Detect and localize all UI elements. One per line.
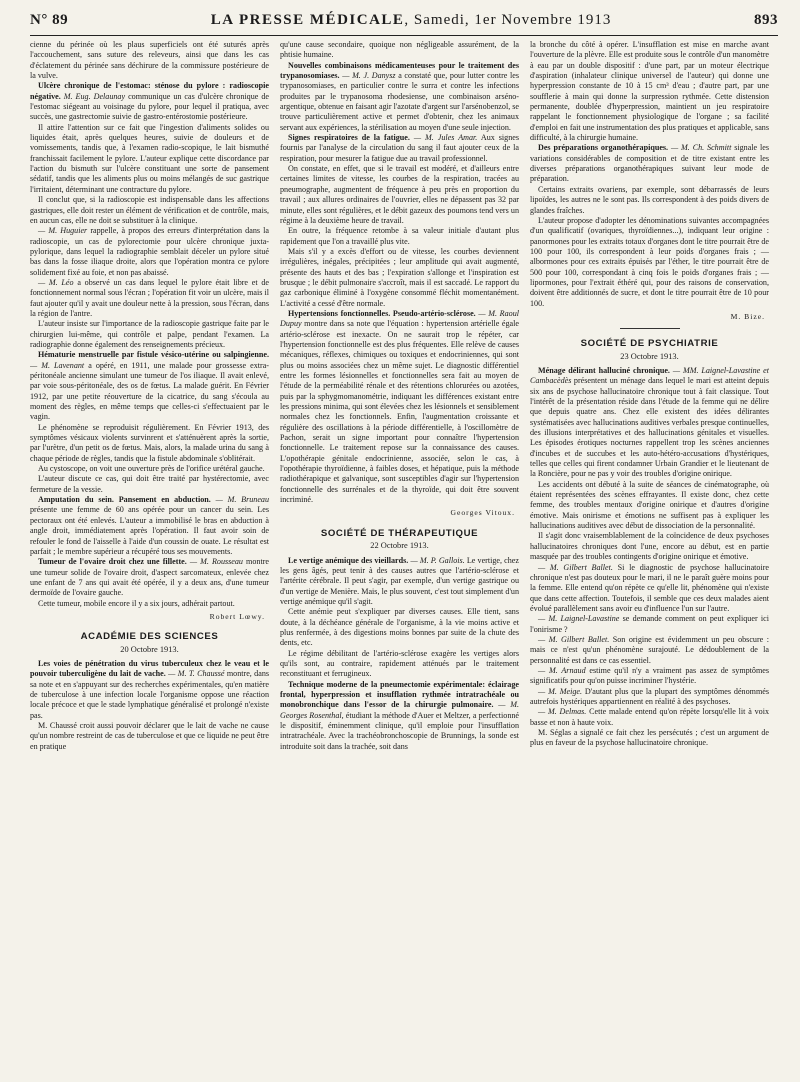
paragraph-text: estime qu'il n'y a vraiment pas assez de symptômes significatifs pour qu'on puisse incriminer l'hystérie. <box>530 665 769 686</box>
article-heading: Hématurie menstruelle par fistule vésico-utérine ou salpingienne. <box>38 350 269 360</box>
paragraph-text: Au cystoscope, on voit une ouverture près de l'orifice urétéral gauche. <box>38 464 265 474</box>
paragraph <box>30 195 269 226</box>
paragraph <box>280 680 519 752</box>
paragraph-text: présentent un ménage dans lequel le mari est atteint depuis six ans de psychose hallucinatoire chronique tout à fait classique. Tout l'intérêt de la présentation réside dans l'étude de la femme qui ne délire que depuis quatre ans. Chez elle existent des idées délirantes systématisées avec hallucinations auditives verbales presque continuelles, des illusions interprétatives et des hallucinations génitales et visuelles. Les épisodes érotiques nocturnes rappellent trop les scènes anciennes d'incubes et de succubes et les auto-hétéro-accusations d'hystériques, telles que celles qui firent condamner Urbain Grandier et le lieutenant de la Roncière, pour ne pas y voir des troubles d'origine onirique. <box>530 376 769 479</box>
paragraph <box>30 557 269 598</box>
paragraph-text: Son origine est évidemment un peu obscure : mais ce n'est qu'un phénomène surajouté. Le dédoublement de la personnalité est dans ce cas essentiel. <box>530 634 769 665</box>
paragraph-text: la bronche du côté à opérer. L'insufflation est mise en marche avant l'ouverture de la plèvre. Elle est produite sous le contrôle d'un manomètre à eau par un double dispositif : d'une part, par un moteur électrique d'aspiration (inhalateur clinique universel de l'auteur) qui donne une hyperpression constante de 10 à 15 cm³ d'eau ; d'autre part, par une soufflerie à main qui donne la surpression rythmée. Cette distension permanente, doublée d'hyperpression, maintient un jeu respiratoire rappelant le fonctionnement physiologique de l'organe ; sa facilité d'emploi en fait une instrumentation des plus pratiques et applicable, sans difficulté, à la chirurgie humaine. <box>530 40 769 143</box>
paragraph-text: montre une tumeur solide de l'ovaire droit, d'aspect sarcomateux, enlevée chez une enfant de 7 ans qui avait été opérée, il y a deux ans, d'une tumeur dermoïde de l'ovaire gauche. <box>30 557 269 598</box>
paragraph-text: a observé un cas dans lequel le pylore était libre et de fonctionnement normal sous l'écran ; l'opération fit voir un ulcère, mais il faut ajouter qu'il y avait une douleur nette à la pression, sous l'écran, dans la région de l'antre. <box>30 277 269 318</box>
column-middle <box>280 40 519 1076</box>
speaker-name: — M. Bruneau <box>215 495 269 505</box>
author-signature: M. Bize. <box>730 311 765 321</box>
paragraph <box>280 133 519 164</box>
paragraph-text: se demande comment on peut expliquer ici l'onirisme ? <box>530 614 769 634</box>
paragraph <box>30 81 269 122</box>
speaker-name: — M. Jules Amar. <box>413 133 478 143</box>
paragraph-text: En outre, la fréquence retombe à sa valeur initiale d'autant plus rapidement que l'on a travaillé plus vite. <box>280 226 519 246</box>
paragraph-text: L'auteur insiste sur l'importance de la radioscopie gastrique faite par le chirurgien lui-même, qui contrôle et palpe, pendant l'examen. La radiographie donne également des renseignements précieux. <box>30 319 269 349</box>
article-heading: Technique moderne de la pneumectomie expérimentale: éclairage frontal, hyperpression et insufflation rythmée intratrachéale ou monobronchique dans l'essor de la chirurgie pulmonaire. <box>280 679 519 710</box>
paragraph <box>530 728 769 749</box>
paragraph-text: On constate, en effet, que si le travail est modéré, et d'ailleurs entre certaines limites de vitesse, les courbes de la respiration, tracées au pneumographe, augmentent de fréquence à peu près en proportion du travail ; aux allures ordinaires de l'ouvrier, elles ne dépassent pas 32 par minute, elles sont régulières, et le débit gazeux des poumons tend vers un régime à la deuxième heure de travail. <box>280 164 519 225</box>
article-heading: Les voies de pénétration du virus tuberculeux chez le veau et le pouvoir tuberculigène du lait de vache. <box>30 658 269 679</box>
paragraph <box>530 143 769 184</box>
paragraph <box>530 666 769 687</box>
article-heading: Des préparations organothérapiques. <box>538 143 669 153</box>
paragraph <box>30 123 269 195</box>
paragraph-text: cienne du périnée où les plaus superficiels ont été suturés après l'accouchement, sans suture des releveurs, ainsi que dans les cas d'éclatement du périnée sans déchirure de la commissure postérieure de la vulve. <box>30 40 269 81</box>
article-heading: Le vertige anémique des vieillards. <box>288 555 409 565</box>
column-right <box>530 40 769 1076</box>
paragraph <box>30 40 269 81</box>
paragraph-text: a opéré, en 1911, une malade pour grossesse extra-péritonéale ancienne simulant une tumeur de l'os iliaque. Il avait enlevé, par voie sous-péritonéale, des os de fœtus. La malade guérit. En Février 1912, par une petite réouverture de la cicatrice, du sang s'écoula au moment des règles, en même temps que celles-ci s'effectuaient par le vagin. <box>30 360 269 422</box>
speaker-name: — M. P. Gallois. <box>410 555 465 565</box>
article-heading: Ulcère chronique de l'estomac: sténose du pylore : radioscopie négative. <box>30 81 269 101</box>
speaker-name: — M. Léo <box>38 277 74 287</box>
paragraph <box>280 164 519 226</box>
paragraph-text: Les accidents ont débuté à la suite de séances de cinématographe, où étaient représentées des scènes effrayantes. Il existe donc, chez cette femme, des troubles mentaux d'origine onirique et d'autres d'origine émotive. Mais onirisme et émotions ne suffisent pas à expliquer les hallucinations auditives avec début de dissociation de la personnalité. <box>530 479 769 531</box>
paragraph <box>30 464 269 474</box>
paragraph-text: communique un cas d'ulcère chronique de l'estomac siégeant au voisinage du pylore, pour lequel il pratiqua, avec succès, une gastrectomie suivie de gastro-entérostomie postérieure. <box>30 91 269 122</box>
paragraph <box>30 474 269 495</box>
paragraph-text: L'auteur discute ce cas, qui doit être traité par hystérectomie, avec fermeture de la vessie. <box>30 474 269 494</box>
paragraph-text: Le vertige, chez les gens âgés, peut tenir à des causes autres que l'artério-sclérose et l'artérite cérébrale. Il peut s'agir, par exemple, d'un vertige gastrique ou d'un vertige de Menière. Mais, le plus souvent, c'est tout simplement d'un vertige anémique qu'il s'agit. <box>280 555 519 606</box>
issue-date: , Samedi, 1er Novembre 1913 <box>404 12 612 28</box>
section-date: 22 Octobre 1913. <box>370 541 429 551</box>
paragraph-text: D'autant plus que la plupart des symptômes dénommés autrefois hystériques appartiennent en réalité à des psychoses. <box>530 686 769 706</box>
paragraph <box>280 61 519 133</box>
paragraph-text: présente une femme de 60 ans opérée pour un cancer du sein. Les pectoraux ont été enlevés. L'auteur a immobilisé le bras en abduction à angle droit, immédiatement après l'opération. Il faut avoir soin de refouler le fond de l'aisselle à l'aide d'un coussin de ouate. Le résultat est parfait ; le membre supérieur a récupéré tous ses mouvements. <box>30 505 269 556</box>
speaker-name: — M. Huguier <box>38 226 88 236</box>
article-heading: Nouvelles combinaisons médicamenteuses pour le traitement des trypanosomiases. <box>280 60 519 81</box>
paragraph-text: Cette tumeur, mobile encore il y a six jours, adhérait partout. <box>38 598 235 608</box>
section-heading: SOCIÉTÉ DE PSYCHIATRIE <box>580 338 719 350</box>
speaker-name: — M. Rousseau <box>189 557 243 567</box>
article-heading: Hypertensions fonctionnelles. Pseudo-artério-sclérose. <box>288 308 476 318</box>
paragraph-text: Cette malade entend qu'on répète lorsqu'elle lit à voix basse et non à haute voix. <box>530 707 769 727</box>
paragraph-text: Il conclut que, si la radioscopie est indispensable dans les affections gastriques, elle doit rester un élément de vérification et de contrôle, mais, en aucun cas, elle ne doit se substituer à la clinique. <box>30 195 269 225</box>
article-heading: Signes respiratoires de la fatigue. <box>288 133 410 143</box>
paragraph-text: qu'une cause secondaire, quoique non négligeable assurément, de la phtisie humaine. <box>280 40 519 60</box>
speaker-name: — M. Arnaud <box>538 665 586 675</box>
column-left <box>30 40 269 1076</box>
paragraph-text: signale les variations considérables de composition et de titre existant entre les diverses préparations organothérapiques suivant leur mode de préparation. <box>530 143 769 184</box>
paragraph <box>280 607 519 648</box>
author-signature: Robert Lœwy. <box>209 611 265 621</box>
text-columns <box>30 40 778 1076</box>
author-signature: Georges Vitoux. <box>450 508 515 518</box>
paragraph-text: Mais s'il y a excès d'effort ou de vitesse, les courbes deviennent irrégulières, inégales, précipitées ; leur amplitude qui avait augmenté, présente des hauts et des bas ; l'expiration s'allonge et l'inspiration est brusque ; le débit pulmonaire s'accroît, mais il est saccadé. Le rapport du gaz carbonique éliminé à l'oxygène consommé fléchit momentanément. L'activité a cessé d'être normale. <box>280 246 519 308</box>
paragraph-text: montre, dans sa note et en s'appuyant sur des recherches expérimentales, qu'en matière de tuberculose à une infection locale l'organisme oppose une réaction locale précoce et que le stade lymphatique généralisé et prolongé n'existe pas. <box>30 669 269 720</box>
paragraph-text: Certains extraits ovariens, par exemple, sont débarrassés de leurs lipoïdes, les autres ne le sont pas. Ils correspondent à des poids divers de glandes fraîches. <box>530 184 769 215</box>
speaker-name: — MM. Laignel-Lavastine et Cambacèdès <box>530 365 769 386</box>
page-number: 893 <box>754 12 778 28</box>
section-date: 23 Octobre 1913. <box>620 351 679 361</box>
paragraph <box>280 309 519 506</box>
paragraph <box>30 226 269 278</box>
paragraph <box>30 495 269 557</box>
paragraph <box>530 216 769 309</box>
article-heading: Tumeur de l'ovaire droit chez une fillette. <box>38 557 187 567</box>
paragraph <box>530 635 769 666</box>
speaker-name: — M. Gilbert Ballet. <box>538 562 613 572</box>
paragraph <box>530 614 769 635</box>
paragraph <box>30 423 269 464</box>
paragraph <box>30 319 269 350</box>
paragraph-text: Aux signes fournis par l'analyse de la circulation du sang il faut ajouter ceux de la respiration, pour mesurer la fatigue due au travail professionnel. <box>280 133 519 163</box>
paragraph-text: Le phénomène se reproduisit régulièrement. En Février 1913, des symptômes vésicaux violents survinrent et s'atténuèrent après la sortie, par l'urètre, d'un petit os de fœtus. Mais, alors, la malade urina du sang à chaque période de règles, tandis que la fistule abdominale s'oblitérait. <box>30 422 269 463</box>
paragraph <box>30 278 269 319</box>
speaker-name: — M. J. Danysz <box>342 71 396 81</box>
paragraph-text: L'auteur propose d'adopter les dénominations suivantes accompagnées d'un qualificatif (ovariques, thyroïdiennes...), indiquant leur origine : panormones pour les extraits totaux d'organes dont le titre pourrait être de 100 pour 100, ils correspondent à leur poids d'organes frais ; — albormones pour ces extraits épuisés par l'éther, le titre pourrait être de 500 pour 100, correspondant à cinq fois le poids d'organes frais ; — lipormones, pour l'extrait éthéré qui, pour des raisons de conservation, doivent être additionnés de sucre, et dont le titre pourrait être de 10 pour 100. <box>530 215 769 308</box>
paragraph <box>530 563 769 615</box>
paragraph-text: montre dans sa note que l'équation : hypertension artérielle égale artério-sclérose est inexacte. On ne saurait trop le répéter, car l'hypertension fonctionnelle est des plus fréquentes. Elle relève de causes mécaniques, réflexes, chimiques ou toxiques et endocriniennes, qui sont plus ou moins associées chez un même sujet. Le diagnostic différentiel entre les formes lésionnelles et fonctionnelles sera fait au moyen de l'étude de la perméabilité rénale et des rétentions chlorurées ou azotées, puis par la sphygmomanométrie, indiquant les différences existant entre les pressions minima, qui sont élevées chez les lésionnels et sensiblement normales chez les fonctionnels. Enfin, l'augmentation croissante et régulière des oscillations à la période différentielle, à l'oscillomètre de Pachon, serait un signe important pour connaître l'hypertension fonctionnelle. Le traitement repose sur la connaissance des causes. L'opothérapie génitale endocrinienne, associée, selon le cas, à l'opothérapie thyroïdienne, à faibles doses, et hépatique, puis la méthode radiothérapique et galvanique, sont susceptibles d'agir sur l'hypertension fonctionnelle des surrénales et de la thyroïde, qui doit être souvent incriminé. <box>280 319 519 505</box>
paragraph <box>30 659 269 721</box>
speaker-name: — M. Georges Rosenthal, <box>280 700 519 720</box>
speaker-name: — M. Gilbert Ballet. <box>538 634 610 644</box>
article-heading: Ménage délirant halluciné chronique. <box>538 365 670 375</box>
journal-name: LA PRESSE MÉDICALE <box>210 12 405 28</box>
paragraph <box>530 687 769 708</box>
paragraph-text: étudiant la méthode d'Auer et Meltzer, a perfectionné le dispositif, éminemment clinique, qu'il emploie pour l'insufflation intratrachéale. Avec la trachéobronchoscopie de Brunnings, la sonde est introduite soit dans la trachée, soit dans <box>280 710 519 751</box>
paragraph-text: M. Chaussé croit aussi pouvoir déclarer que le lait de vache ne cause qu'un nombre restreint de cas de tuberculose et que ce liquide ne peut être en pratique <box>30 721 269 751</box>
paragraph <box>530 366 769 480</box>
speaker-name: — M. Laignel-Lavastine <box>538 614 620 624</box>
section-divider <box>620 328 680 329</box>
paragraph <box>30 599 269 609</box>
paragraph <box>530 480 769 532</box>
paragraph-text: a constaté que, pour lutter contre les trypanosomiases, en particulier contre le surra et contre les infections produites par le trypanosoma rhodesiense, une combinaison arséno-argentique, obtenue en faisant agir l'azotate d'argent sur l'arsénobenzol, se trouve particulièrement active et permet d'obtenir, chez les animaux servant aux expériences, la stérilisation au moyen d'une seule injection. <box>280 71 519 132</box>
journal-title <box>211 12 612 29</box>
paragraph <box>280 40 519 61</box>
paragraph <box>530 185 769 216</box>
paragraph <box>530 531 769 562</box>
paragraph <box>280 226 519 247</box>
paragraph-text: Cette anémie peut s'expliquer par diverses causes. Elle tient, sans doute, à la déchéance générale de l'organisme, à la vie moins active et plus renfermée, à des digestions moins bonnes par suite de la chute des dents, etc. <box>280 607 519 648</box>
paragraph-text: Il attire l'attention sur ce fait que l'ingestion d'aliments solides ou liquides était, après quelques heures, suivie de douleurs et de vomissements, tandis que, à l'examen radio-scopique, le lait bismuthé franchissait facilement le pylore. L'auteur explique cette discordance par l'action du bismuth sur l'ulcère constituant une sorte de pansement sédatif, tandis que les aliments plus ou moins mélangés de suc gastrique l'irritaient, déterminant une contracture du pylore. <box>30 122 269 194</box>
speaker-name: — M. Raoul Dupuy <box>280 308 519 329</box>
section-heading: SOCIÉTÉ DE THÉRAPEUTIQUE <box>320 527 479 539</box>
paragraph <box>280 556 519 608</box>
section-date: 20 Octobre 1913. <box>120 644 179 654</box>
running-head <box>30 0 778 36</box>
paragraph-text: Si le diagnostic de psychose hallucinatoire chronique n'est pas douteux pour le mari, il ne le paraît guère moins pour la femme. Elle entend qu'on répète ce qu'elle lit, phénomène qui n'existe que dans cette affection. Toutefois, il semble que ces deux malades aient évolué parallèlement sans avoir eu d'influence l'un sur l'autre. <box>530 562 769 613</box>
paragraph-text: Il s'agit donc vraisemblablement de la coïncidence de deux psychoses hallucinatoires chroniques dont l'une, encore au début, est en partie masquée par des troubles contingents d'origine onirique et émotive. <box>530 531 769 562</box>
paragraph <box>530 707 769 728</box>
speaker-name: — M. Lavenant <box>30 360 85 370</box>
paragraph <box>530 40 769 143</box>
paragraph-text: rappelle, à propos des erreurs d'interprétation dans la radioscopie, un cas de pylorectomie pour ulcère chronique juxta-pylorique, dans lequel la radiographie semblait déceler un pylore situé bas dans la fosse iliaque droite, alors que l'opération montra ce pylore solidement fixé au foie, et non pas abaissé. <box>30 226 269 277</box>
paragraph-text: Le régime débilitant de l'artério-sclérose exagère les vertiges alors qu'ils sont, au contraire, rapidement atténués par le traitement reconstituant et ferrugineux. <box>280 648 519 679</box>
speaker-name: — M. Meige. <box>538 686 583 696</box>
speaker-name: — M. Ch. Schmitt <box>670 143 732 153</box>
speaker-name: — M. T. Chaussé <box>168 669 225 679</box>
paragraph <box>30 350 269 422</box>
issue-number: N° 89 <box>30 12 69 28</box>
paragraph <box>280 649 519 680</box>
paragraph-text: M. Séglas a signalé ce fait chez les persécutés ; c'est un argument de plus en faveur de la psychose hallucinatoire chronique. <box>530 728 769 748</box>
paragraph <box>280 247 519 309</box>
article-heading: Amputation du sein. Pansement en abduction. <box>38 495 211 505</box>
paragraph <box>30 721 269 752</box>
speaker-name: — M. Delmas. <box>538 707 587 717</box>
speaker-name: M. Eug. Delaunay <box>63 91 126 101</box>
section-heading: ACADÉMIE DES SCIENCES <box>80 631 219 643</box>
